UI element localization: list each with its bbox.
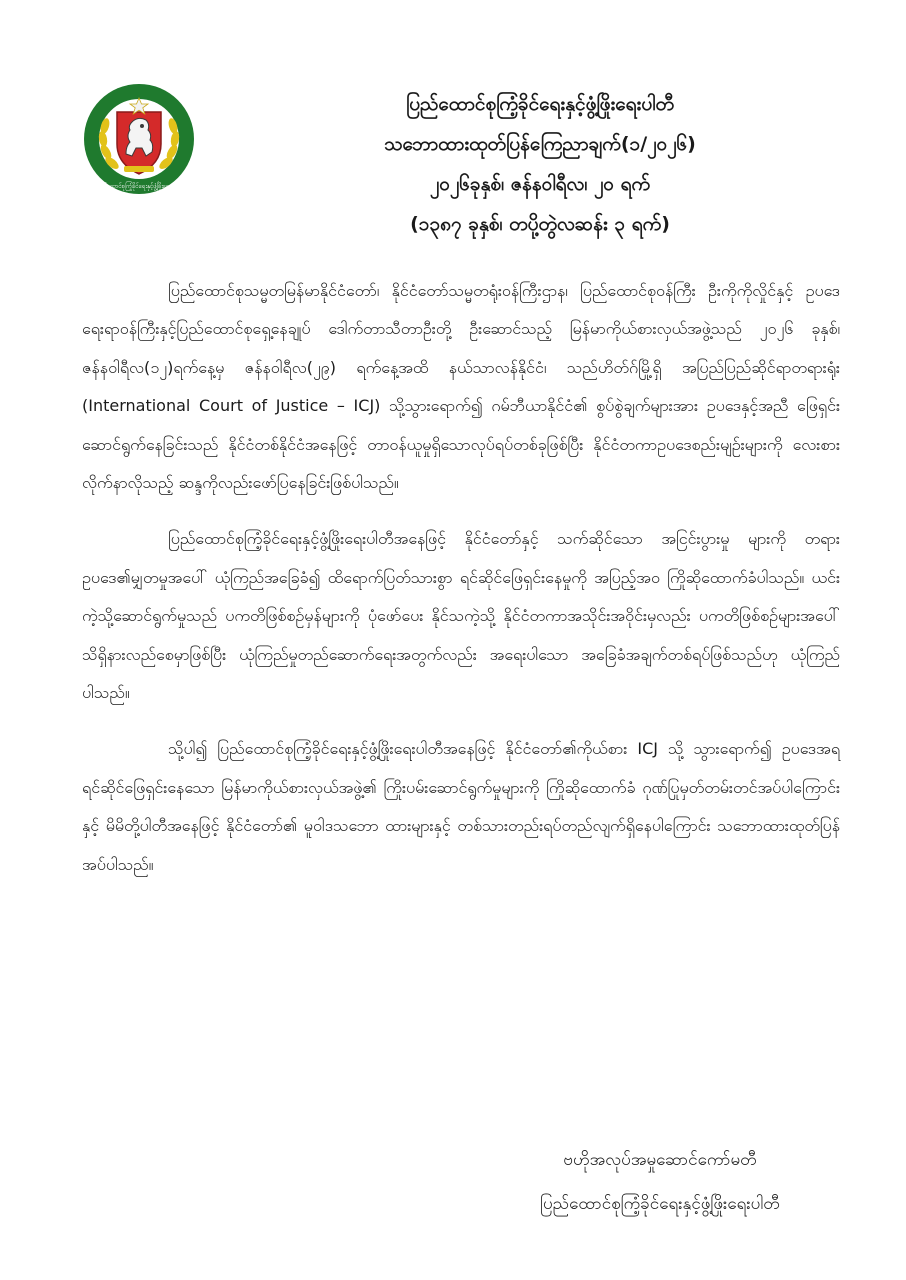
party-name-heading: ပြည်ထောင်စုကြံ့ခိုင်ရေးနှင့်ဖွံ့ဖြိုးရေးပါတီ bbox=[406, 93, 674, 115]
document-header bbox=[240, 84, 840, 244]
statement-title: သဘောထားထုတ်ပြန်ကြေညာချက်(၁/၂၀၂၆) bbox=[384, 133, 696, 155]
emblem-ring-text: ပြည်ထောင်စုကြံ့ခိုင်ရေးနှင့်ဖွံ့ဖြိုးရေးပါတီ bbox=[96, 183, 182, 190]
body-paragraph-2: ပြည်ထောင်စုကြံ့ခိုင်ရေးနှင့်ဖွံ့ဖြိုးရေးပါတီအနေဖြင့် နိုင်ငံတော်နှင့် သက်ဆိုင်သော အငြင်းပွားမှု များကို တရားဥပဒေ၏မျှတမှုအပေါ် ယုံကြည်အခြေခံ၍ ထိရောက်ပြတ်သားစွာ ရင်ဆိုင်ဖြေရှင်းနေမှုကို အပြည့်အဝ ကြိုဆိုထောက်ခံပါသည်။ ယင်းကဲ့သို့ဆောင်ရွက်မှုသည် ပကတိဖြစ်စဉ်မှန်များကို ပုံဖော်ပေး နိုင်သကဲ့သို့ နိုင်ငံတကာအသိုင်းအဝိုင်းမှလည်း ပကတိဖြစ်စဉ်များအပေါ် သိရှိနားလည်စေမှာဖြစ်ပြီး ယုံကြည်မှုတည်ဆောက်ရေးအတွက်လည်း အရေးပါသော အခြေခံအချက်တစ်ရပ်ဖြစ်သည်ဟု ယုံကြည် ပါသည်။ bbox=[82, 529, 840, 703]
signature-committee: ဗဟိုအလုပ်အမှုဆောင်ကော်မတီ bbox=[563, 1150, 757, 1170]
party-emblem-icon bbox=[82, 82, 196, 196]
body-paragraph-1: ပြည်ထောင်စုသမ္မတမြန်မာနိုင်ငံတော်၊ နိုင်ငံတော်သမ္မတရုံးဝန်ကြီးဌာန၊ ပြည်ထောင်စုဝန်ကြီး ဦးကိုကိုလှိုင်နှင့် ဥပဒေရေးရာဝန်ကြီးနှင့်ပြည်ထောင်စုရှေ့နေချုပ် ဒေါက်တာသီတာဦးတို့ ဦးဆောင်သည့် မြန်မာကိုယ်စားလှယ်အဖွဲ့သည် ၂၀၂၆ ခုနှစ်၊ ဇန်နဝါရီလ(၁၂)ရက်နေ့မှ ဇန်နဝါရီလ(၂၉) ရက်နေ့အထိ နယ်သာလန်နိုင်ငံ၊ သည်ဟိတ်ဂ်မြို့ရှိ အပြည်ပြည်ဆိုင်ရာတရားရုံး (International Court of Justice – ICJ) သို့သွားရောက်၍ ဂမ်ဘီယာနိုင်ငံ၏ စွပ်စွဲချက်များအား ဥပဒေနှင့်အညီ ဖြေရှင်းဆောင်ရွက်နေခြင်းသည် နိုင်ငံတစ်နိုင်ငံအနေဖြင့် တာဝန်ယူမှုရှိသောလုပ်ရပ်တစ်ခုဖြစ်ပြီး နိုင်ငံတကာဥပဒေစည်းမျဉ်းများကို လေးစား လိုက်နာလိုသည့် ဆန္ဒကိုလည်းဖော်ပြနေခြင်းဖြစ်ပါသည်။ bbox=[82, 281, 841, 493]
statement-date-myanmar: (၁၃၈၇ ခုနှစ်၊ တပို့တွဲလဆန်း ၃ ရက်) bbox=[410, 213, 670, 235]
statement-body bbox=[82, 272, 840, 902]
body-paragraph-3: သို့ပါ၍ ပြည်ထောင်စုကြံ့ခိုင်ရေးနှင့်ဖွံ့ဖြိုးရေးပါတီအနေဖြင့် နိုင်ငံတော်၏ကိုယ်စား ICJ သို့ သွားရောက်၍ ဥပဒေအရ ရင်ဆိုင်ဖြေရှင်းနေသော မြန်မာကိုယ်စားလှယ်အဖွဲ့၏ ကြိုးပမ်းဆောင်ရွက်မှုများကို ကြိုဆိုထောက်ခံ ဂုဏ်ပြုမှတ်တမ်းတင်အပ်ပါကြောင်းနှင့် မိမိတို့ပါတီအနေဖြင့် နိုင်ငံတော်၏ မူဝါဒသဘော ထားများနှင့် တစ်သားတည်းရပ်တည်လျက်ရှိနေပါကြောင်း သဘောထားထုတ်ပြန်အပ်ပါသည်။ bbox=[82, 739, 840, 874]
signature-block bbox=[490, 1138, 830, 1226]
statement-date-gregorian: ၂၀၂၆ခုနှစ်၊ ဇန်နဝါရီလ၊ ၂၀ ရက် bbox=[429, 173, 651, 195]
party-emblem-graphic bbox=[82, 82, 196, 196]
signature-party-name: ပြည်ထောင်စုကြံ့ခိုင်ရေးနှင့်ဖွံ့ဖြိုးရေးပါတီ bbox=[540, 1194, 780, 1214]
